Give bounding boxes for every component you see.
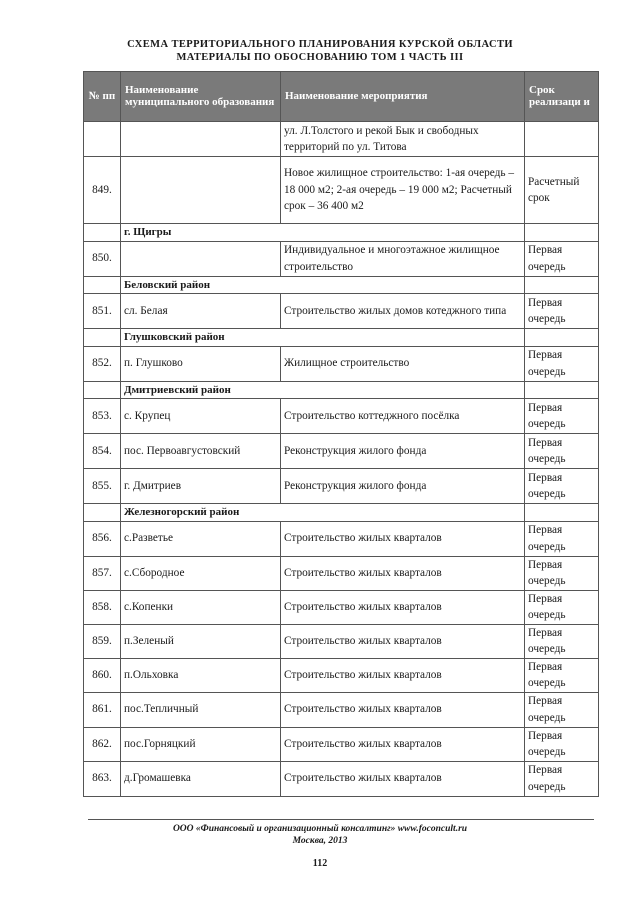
table-row	[84, 624, 599, 658]
measure-cell: Строительство жилых кварталов	[281, 590, 525, 624]
table-body	[84, 122, 599, 797]
row-number-cell: 852.	[84, 346, 121, 381]
municipality-cell: с.Разветье	[121, 521, 281, 556]
section-term-cell	[525, 381, 599, 399]
measure-cell: Строительство жилых кварталов	[281, 692, 525, 727]
document-title: СХЕМА ТЕРРИТОРИАЛЬНОГО ПЛАНИРОВАНИЯ КУРСКОЙ ОБЛАСТИ	[127, 39, 513, 50]
term-cell: Первая очередь	[525, 241, 599, 276]
term-cell	[525, 122, 599, 157]
row-number-cell: 853.	[84, 399, 121, 434]
table-row	[84, 122, 599, 157]
row-number-cell: 855.	[84, 469, 121, 504]
municipality-cell: г. Дмитриев	[121, 469, 281, 504]
table-row	[84, 241, 599, 276]
measure-cell: ул. Л.Толстого и рекой Бык и свободных территорий по ул. Титова	[281, 122, 525, 157]
term-cell: Первая очередь	[525, 692, 599, 727]
row-number-cell: 862.	[84, 727, 121, 761]
section-title: Беловский район	[121, 276, 525, 294]
table-row	[84, 556, 599, 590]
table-row	[84, 434, 599, 469]
municipality-cell: пос.Тепличный	[121, 692, 281, 727]
measure-cell: Строительство жилых кварталов	[281, 521, 525, 556]
header-municipality: Наименование муниципального образования	[121, 72, 281, 122]
municipality-cell: сл. Белая	[121, 294, 281, 329]
header-measure: Наименование мероприятия	[281, 72, 525, 122]
table-row	[84, 294, 599, 329]
header-term: Срок реализаци и	[525, 72, 599, 122]
footer-company: ООО «Финансовый и организационный консалтинг» www.foconcult.ru	[172, 824, 468, 834]
measure-cell: Строительство жилых кварталов	[281, 727, 525, 761]
measure-cell: Строительство жилых кварталов	[281, 556, 525, 590]
row-number-cell: 860.	[84, 658, 121, 692]
section-row	[84, 329, 599, 347]
measure-cell: Строительство жилых кварталов	[281, 624, 525, 658]
municipality-cell: д.Громашевка	[121, 761, 281, 796]
table-header-row	[84, 72, 599, 122]
term-cell: Первая очередь	[525, 727, 599, 761]
row-number-cell: 850.	[84, 241, 121, 276]
municipality-cell	[121, 241, 281, 276]
measure-cell: Жилищное строительство	[281, 346, 525, 381]
table-row	[84, 727, 599, 761]
municipality-cell	[121, 122, 281, 157]
term-cell: Первая очередь	[525, 294, 599, 329]
table-row	[84, 469, 599, 504]
table-row	[84, 658, 599, 692]
term-cell: Расчетный срок	[525, 157, 599, 224]
measure-cell: Новое жилищное строительство: 1-ая очередь – 18 000 м2; 2-ая очередь – 19 000 м2; Расчетный срок – 36 400 м2	[281, 157, 525, 224]
term-cell: Первая очередь	[525, 521, 599, 556]
term-cell: Первая очередь	[525, 658, 599, 692]
municipality-cell: с.Копенки	[121, 590, 281, 624]
table-row	[84, 761, 599, 796]
table-row	[84, 346, 599, 381]
table-row	[84, 521, 599, 556]
section-title: Глушковский район	[121, 329, 525, 347]
term-cell: Первая очередь	[525, 761, 599, 796]
row-number-cell: 851.	[84, 294, 121, 329]
section-row	[84, 381, 599, 399]
measures-table	[83, 71, 599, 797]
row-number-cell: 863.	[84, 761, 121, 796]
section-title: Дмитриевский район	[121, 381, 525, 399]
table-row	[84, 157, 599, 224]
measure-cell: Строительство жилых кварталов	[281, 658, 525, 692]
row-number-cell: 859.	[84, 624, 121, 658]
footer-divider	[88, 819, 594, 820]
footer-city-year: Москва, 2013	[292, 836, 348, 846]
section-term-cell	[525, 329, 599, 347]
municipality-cell: п.Зеленый	[121, 624, 281, 658]
section-num-cell	[84, 381, 121, 399]
row-number-cell: 849.	[84, 157, 121, 224]
municipality-cell: п. Глушково	[121, 346, 281, 381]
measure-cell: Строительство жилых домов котеджного типа	[281, 294, 525, 329]
section-num-cell	[84, 504, 121, 522]
page-number: 112	[312, 858, 328, 869]
section-title: г. Щигры	[121, 224, 525, 242]
term-cell: Первая очередь	[525, 469, 599, 504]
measure-cell: Индивидуальное и многоэтажное жилищное строительство	[281, 241, 525, 276]
row-number-cell: 861.	[84, 692, 121, 727]
measure-cell: Строительство коттеджного посёлка	[281, 399, 525, 434]
section-title: Железногорский район	[121, 504, 525, 522]
table-row	[84, 590, 599, 624]
row-number-cell: 857.	[84, 556, 121, 590]
municipality-cell: с. Крупец	[121, 399, 281, 434]
section-term-cell	[525, 224, 599, 242]
row-number-cell: 856.	[84, 521, 121, 556]
row-number-cell: 854.	[84, 434, 121, 469]
row-number-cell	[84, 122, 121, 157]
term-cell: Первая очередь	[525, 624, 599, 658]
term-cell: Первая очередь	[525, 346, 599, 381]
municipality-cell: с.Сбородное	[121, 556, 281, 590]
section-row	[84, 224, 599, 242]
section-term-cell	[525, 276, 599, 294]
term-cell: Первая очередь	[525, 590, 599, 624]
section-num-cell	[84, 329, 121, 347]
header-num: № пп	[84, 72, 121, 122]
measure-cell: Реконструкция жилого фонда	[281, 434, 525, 469]
term-cell: Первая очередь	[525, 556, 599, 590]
municipality-cell: пос.Горняцкий	[121, 727, 281, 761]
measure-cell: Строительство жилых кварталов	[281, 761, 525, 796]
section-row	[84, 276, 599, 294]
term-cell: Первая очередь	[525, 434, 599, 469]
table-row	[84, 399, 599, 434]
section-row	[84, 504, 599, 522]
row-number-cell: 858.	[84, 590, 121, 624]
measure-cell: Реконструкция жилого фонда	[281, 469, 525, 504]
section-num-cell	[84, 224, 121, 242]
document-subtitle: МАТЕРИАЛЫ ПО ОБОСНОВАНИЮ ТОМ 1 ЧАСТЬ III	[176, 52, 464, 63]
section-term-cell	[525, 504, 599, 522]
section-num-cell	[84, 276, 121, 294]
term-cell: Первая очередь	[525, 399, 599, 434]
municipality-cell: пос. Первоавгустовский	[121, 434, 281, 469]
table-row	[84, 692, 599, 727]
municipality-cell: п.Ольховка	[121, 658, 281, 692]
municipality-cell	[121, 157, 281, 224]
